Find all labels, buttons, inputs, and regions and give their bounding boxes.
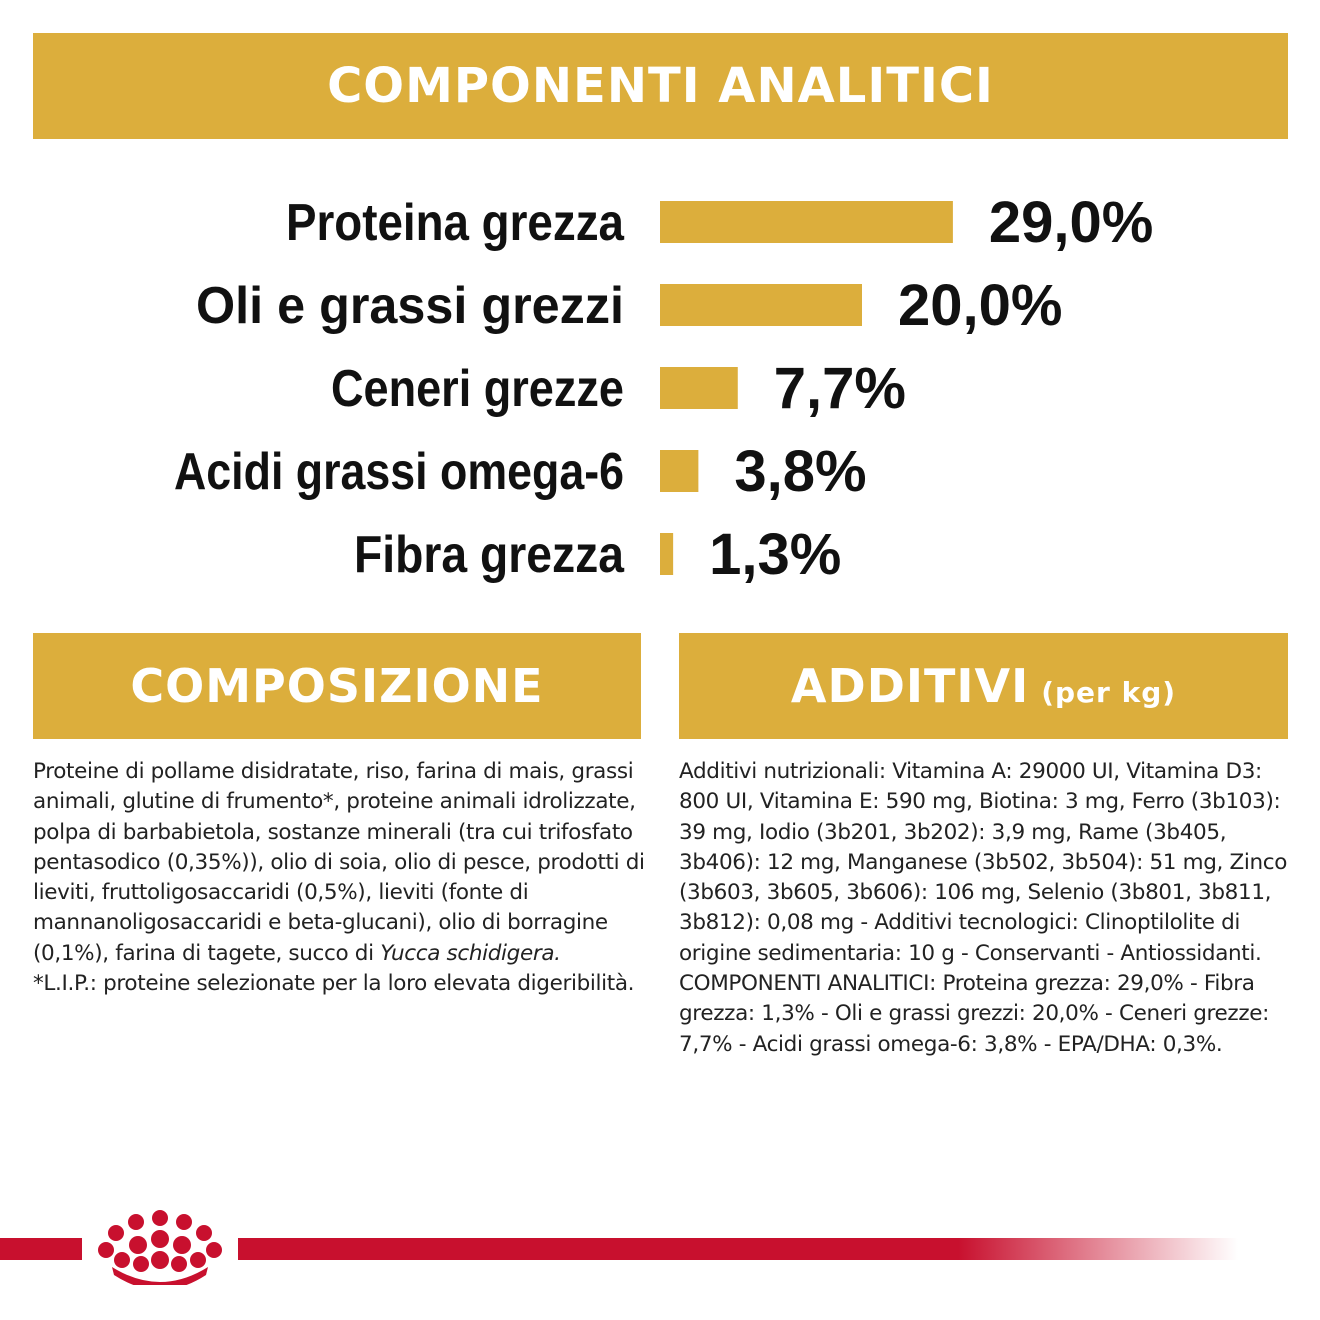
- footer-line-left: [0, 1238, 82, 1260]
- bar: [660, 201, 953, 243]
- additives-title-suffix: (per kg): [1041, 675, 1177, 709]
- category-label: Fibra grezza: [354, 526, 625, 584]
- bar: [660, 450, 698, 492]
- composition-title: COMPOSIZIONE: [130, 659, 544, 713]
- page-title: COMPONENTI ANALITICI: [327, 58, 994, 114]
- category-label: Ceneri grezze: [331, 360, 624, 418]
- category-label: Proteina grezza: [286, 194, 625, 252]
- value-label: 1,3%: [709, 522, 842, 587]
- value-label: 29,0%: [988, 190, 1154, 255]
- bar: [660, 533, 673, 575]
- composition-italic: Yucca schidigera.: [380, 940, 561, 966]
- crown-logo-icon: [98, 1210, 222, 1285]
- additives-text: Additivi nutrizionali: Vitamina A: 29000 UI, Vitamina D3: 800 UI, Vitamina E: 590 mg, Biotina: 3 mg, Ferro (3b103): 39 mg, Iodio (3b201, 3b202): 3,9 mg, Rame (3b405, 3b406): 12 mg, Manganese (3b502, 3b504): 51 mg, Zinco (3b603, 3b605, 3b606): 106 mg, Selenio (3b801, 3b811, 3b812): 0,08 mg - Additivi tecnologici: Clinoptilolite di origine sedimentaria: 10 g - Conservanti - Antiossidanti. COMPONENTI ANALITICI: Proteina grezza: 29,0% - Fibra grezza: 1,3% - Oli e grassi grezzi: 20,0% - Ceneri grezze: 7,7% - Acidi grassi omega-6: 3,8% - EPA/DHA: 0,3%.: [679, 759, 1288, 1057]
- value-label: 7,7%: [773, 356, 906, 421]
- additives-banner: [679, 633, 1288, 739]
- composition-text: [33, 757, 645, 999]
- composition-main: Proteine di pollame disidratate, riso, farina di mais, grassi animali, glutine di frumento*, proteine animali idrolizzate, polpa di barbabietola, sostanze minerali (tra cui trifosfato pentasodico (0,35%)), olio di soia, olio di pesce, prodotti di lieviti, fruttoligosaccaridi (0,5%), lieviti (fonte di mannanoligosaccaridi e beta-glucani), olio di borragine (0,1%), farina di tagete, succo di: [33, 759, 645, 966]
- header-banner: [33, 33, 1288, 139]
- bar: [660, 367, 738, 409]
- value-label: 3,8%: [734, 439, 867, 504]
- additives-title: ADDITIVI: [790, 659, 1030, 713]
- composition-note: *L.I.P.: proteine selezionate per la loro elevata digeribilità.: [33, 971, 635, 997]
- composition-banner: [33, 633, 641, 739]
- footer-line-right: [238, 1238, 1238, 1260]
- bar: [660, 284, 862, 326]
- analytic-components-chart: [0, 180, 1320, 610]
- value-label: 20,0%: [898, 273, 1063, 338]
- category-label: Acidi grassi omega-6: [174, 443, 624, 501]
- brand-footer: [0, 1205, 1320, 1285]
- category-label: Oli e grassi grezzi: [196, 277, 624, 335]
